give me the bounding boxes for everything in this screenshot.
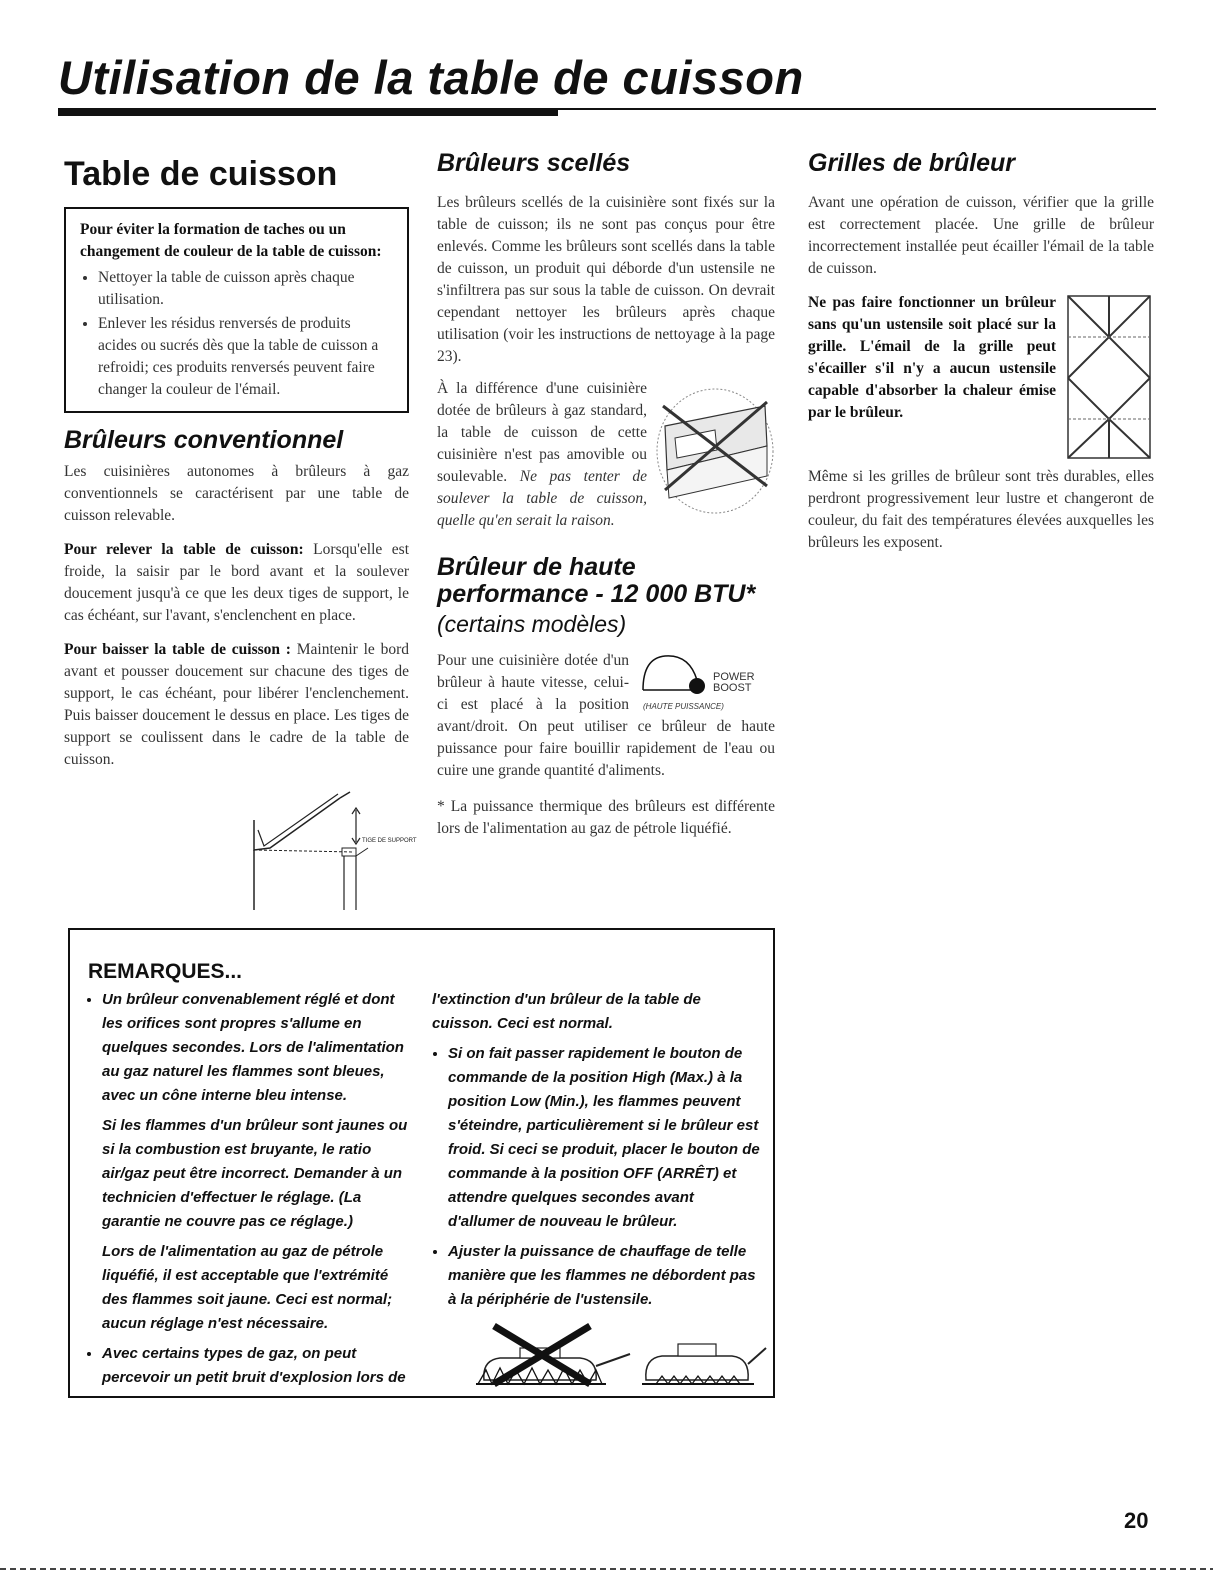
grates-durability: Même si les grilles de brûleur sont très durables, elles perdront progressivement leur lustre et changeront de couleur, du fait des températures élevées auxquelles les brûleurs les exposent. bbox=[808, 467, 1154, 551]
incorrect-flame-pan bbox=[476, 1326, 630, 1384]
page-number: 20 bbox=[1124, 1508, 1149, 1533]
high-performance-text: Pour une cuisinière dotée d'un brûleur à haute vitesse, celui-ci est placé à la position avant/droit. On peut utiliser ce brûleur de haute puissance pour faire bouillir rapidement de l'eau ou cuire une grande quantité d'aliments. bbox=[437, 651, 775, 779]
section-heading-grates: Grilles de brûleur bbox=[808, 149, 1016, 177]
bottom-rule bbox=[0, 1568, 1213, 1570]
grates-warning: Ne pas faire fonctionner un brûleur sans qu'un ustensile soit placé sur la grille. L'émail de la grille peut s'écailler s'il n'y a aucun ustensile capable d'absorber la chaleur émise par le brûleur. bbox=[808, 293, 1056, 421]
column-grates bbox=[808, 150, 1154, 554]
notes-title: REMARQUES... bbox=[88, 960, 243, 983]
power-boost-figure bbox=[635, 650, 775, 716]
grates-intro: Avant une opération de cuisson, vérifier que la grille est correctement placée. Une grille de brûleur incorrectement installée peut écailler l'émail de la table de cuisson. bbox=[808, 193, 1154, 277]
cooktop-illustration bbox=[655, 386, 775, 516]
support-rod-label: TIGE DE SUPPORT bbox=[362, 838, 417, 844]
high-performance-detail bbox=[437, 650, 775, 782]
raise-text: Lorsqu'elle est froide, la saisir par le bord avant et la soulever doucement jusqu'à ce que les deux tiges de support, le cas échéant, sur l'avant, s'enclenchent en place. bbox=[64, 540, 410, 624]
section-heading-cooktop: Table de cuisson bbox=[64, 155, 338, 193]
notes-column-left bbox=[86, 988, 416, 1396]
tip-heading: Pour éviter la formation de taches ou un changement de couleur de la table de cuisson: bbox=[80, 221, 382, 261]
note-item: • Un brûleur convenablement réglé et dont les orifices sont propres s'allume en quelques secondes. Lors de l'alimentation au gaz naturel les flammes sont bleues, avec un cône interne bleu intense. bbox=[102, 988, 416, 1108]
section-heading-sealed: Brûleurs scellés bbox=[437, 149, 631, 177]
tip-item: • Nettoyer la table de cuisson après chaque utilisation. bbox=[98, 267, 393, 311]
lower-lead: Pour baisser la table de cuisson : bbox=[64, 640, 291, 658]
note-item: • Ajuster la puissance de chauffage de telle manière que les flammes ne débordent pas à la périphérie de l'ustensile. bbox=[448, 1240, 762, 1312]
sealed-intro: Les brûleurs scellés de la cuisinière sont fixés sur la table de cuisson; ils ne sont pas conçus pour être enlevés. Comme les brûleurs sont scellés dans la table de cuisson, un produit qui déborde d'un ustensile ne s'infiltrera pas sur sous la table de cuisson. On devrait cependant nettoyer les brûleurs après chaque utilisation (voir les instructions de nettoyage à la page 23). bbox=[437, 193, 775, 365]
note-item: • Si on fait passer rapidement le bouton de commande de la position High (Max.) à la position Low (Min.), les flammes peuvent s'éteindre, particulièrement si le brûleur est froid. Si ceci se produit, placer le bouton de commande à la position OFF (ARRÊT) et attendre quelques secondes avant d'allumer de nouveau le brûleur. bbox=[448, 1042, 762, 1234]
raise-lead: Pour relever la table de cuisson: bbox=[64, 540, 304, 558]
section-subheading-models: (certains modèles) bbox=[437, 610, 627, 637]
grate-illustration bbox=[1064, 292, 1154, 462]
sealed-warning-text: À la différence d'une cuisinière dotée de brûleurs à gaz standard, la table de cuisson de cette cuisinière n'est pas amovible ou soulevable. bbox=[437, 379, 647, 485]
power-boost-icon bbox=[635, 650, 715, 700]
note-continuation: l'extinction d'un brûleur de la table de cuisson. Ceci est normal. bbox=[432, 991, 701, 1032]
gas-footnote: * La puissance thermique des brûleurs est différente lors de l'alimentation au gaz de pétrole liquéfié. bbox=[437, 797, 775, 837]
notes-list-left-2 bbox=[86, 1342, 416, 1390]
raise-instructions bbox=[64, 539, 409, 627]
notes-box bbox=[68, 928, 775, 1398]
title-rule bbox=[58, 108, 558, 116]
tip-box bbox=[64, 207, 409, 413]
note-item: • Avec certains types de gaz, on peut percevoir un petit bruit d'explosion lors de bbox=[102, 1342, 416, 1390]
lower-instructions bbox=[64, 639, 409, 771]
column-burners bbox=[437, 150, 775, 840]
sealed-warning-italic: Ne pas tenter de soulever la table de cuisson, quelle qu'en serait la raison. bbox=[437, 467, 647, 529]
power-boost-caption: (HAUTE PUISSANCE) bbox=[643, 701, 724, 711]
correct-flame-pan bbox=[642, 1344, 766, 1384]
grates-warning-block bbox=[808, 292, 1154, 424]
section-heading-high-performance: Brûleur de haute performance - 12 000 BTU* bbox=[437, 552, 756, 608]
conventional-intro: Les cuisinières autonomes à brûleurs à gaz conventionnels se caractérisent par une table de cuisson relevable. bbox=[64, 462, 409, 524]
flame-size-illustration bbox=[470, 1314, 770, 1390]
page-title: Utilisation de la table de cuisson bbox=[58, 51, 804, 104]
notes-column-right bbox=[432, 988, 762, 1318]
title-rule-thin bbox=[558, 108, 1156, 110]
lower-text: Maintenir le bord avant et pousser doucement sur chacune des tiges de support, le cas échéant, pour libérer l'enclenchement. Puis baisser doucement le dessus en place. Les tiges de support se coulissent dans le cadre de la table de cuisson. bbox=[64, 640, 409, 768]
power-boost-label: POWER BOOST bbox=[713, 670, 755, 694]
note-paragraph: Si les flammes d'un brûleur sont jaunes ou si la combustion est bruyante, le ratio air/gaz peut être incorrect. Demander à un technicien d'effectuer le réglage. (La garantie ne couvre pas ce réglage.) bbox=[102, 1117, 408, 1230]
tip-item: • Enlever les résidus renversés de produits acides ou sucrés dès que la table de cuisson a refroidi; ces produits renversés peuvent faire changer la couleur de l'émail. bbox=[98, 313, 393, 401]
column-cooktop bbox=[64, 140, 409, 771]
notes-list-left bbox=[86, 988, 416, 1108]
sealed-detail bbox=[437, 378, 775, 532]
support-rod-illustration bbox=[244, 790, 417, 910]
section-heading-conventional: Brûleurs conventionnel bbox=[64, 426, 344, 455]
tip-list bbox=[80, 267, 393, 401]
note-paragraph: Lors de l'alimentation au gaz de pétrole liquéfié, il est acceptable que l'extrémité des flammes soit jaune. Ceci est normal; aucun réglage n'est nécessaire. bbox=[102, 1243, 393, 1332]
notes-list-right bbox=[432, 1042, 762, 1312]
